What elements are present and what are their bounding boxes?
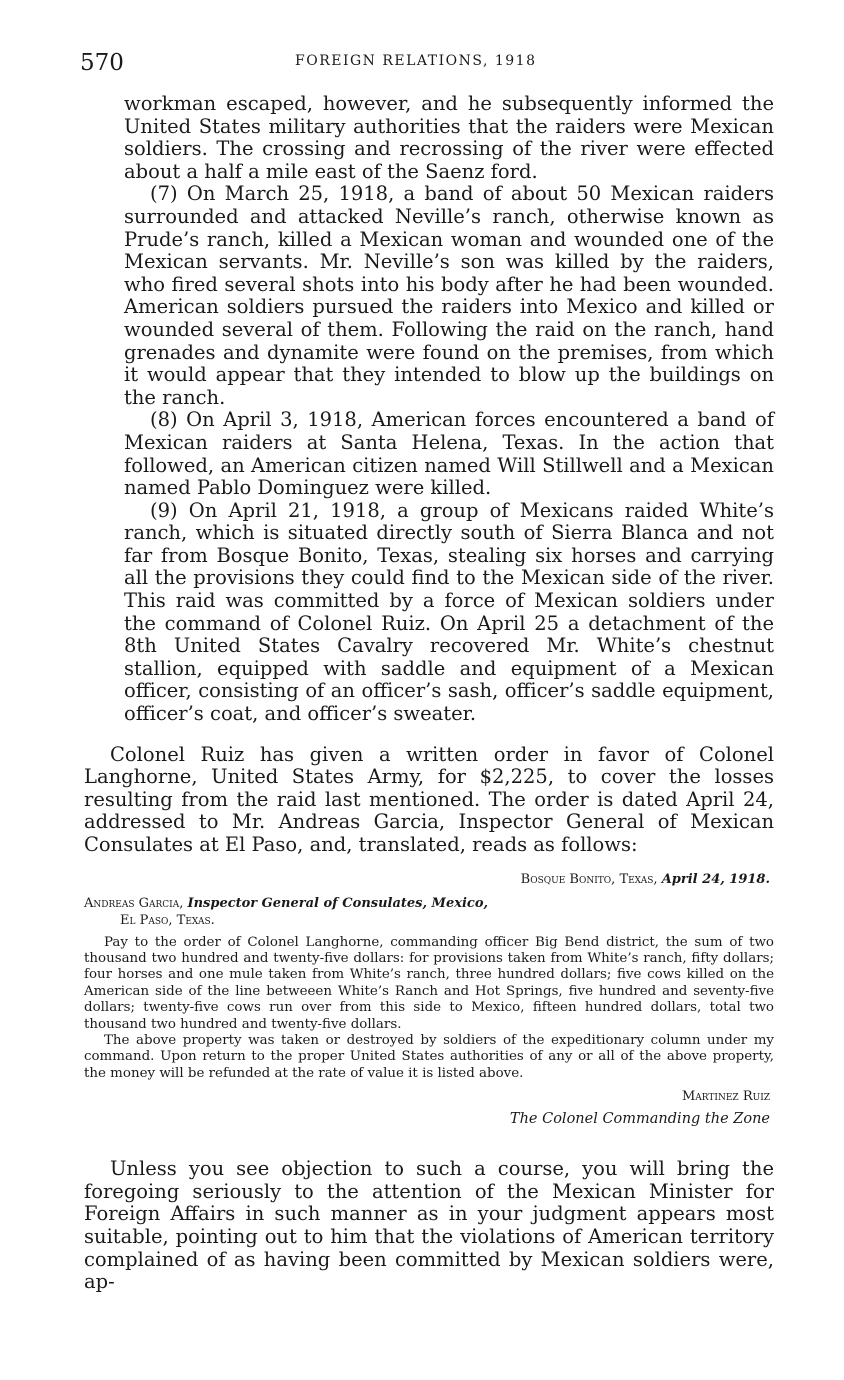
addressee-title: Inspector General of Consulates, Mexico, — [187, 895, 489, 911]
addressee-name: Andreas Garcia, — [84, 895, 184, 911]
letter-paragraph-2: The above property was taken or destroyed by soldiers of the expeditionary column under my command. Upon return to the proper United States authorities of any or all of the above property, the money will be refunded at the rate of value it is listed above. — [84, 1033, 774, 1081]
page-body — [0, 93, 844, 1294]
paragraph-item-8: (8) On April 3, 1918, American forces encountered a band of Mexican raiders at Santa Helena, Texas. In the action that followed, an American citizen named Will Stillwell and a Mexican named Pablo Dominguez were killed. — [124, 408, 774, 500]
signature-name: Martinez Ruiz — [682, 1089, 770, 1105]
letter-body — [84, 935, 774, 1083]
page-header — [80, 50, 780, 80]
letter-paragraph-1: Pay to the order of Colonel Langhorne, commanding officer Big Bend district, the sum of two thousand two hundred and twenty-five dollars: for provisions taken from White’s ranch, fifty dollars; four horses and one mule taken from White’s ranch, three hundred dollars; five cows killed on the American side of the line betweeen White’s Ranch and Hot Springs, five hundred and seventy-five dollars; twenty-five cows run over from this side to Mexico, fifteen hundred dollars, total two thousand two hundred and twenty-five dollars. — [84, 934, 774, 1032]
paragraph-continuation: workman escaped, however, and he subsequently informed the United States military authorities that the raiders were Mexican soldiers. The crossing and recrossing of the river were effected about a half a mile east of the Saenz ford. — [124, 92, 774, 183]
order-intro — [84, 744, 774, 857]
dateline-date: April 24, 1918. — [661, 871, 770, 887]
running-title: FOREIGN RELATIONS, 1918 — [295, 53, 537, 69]
paragraph-item-7: (7) On March 25, 1918, a band of about 50 Mexican raiders surrounded and attacked Neville’s ranch, otherwise known as Prude’s ranch, killed a Mexican woman and wounded one of the Mexican servants. Mr. Neville’s son was killed by the raiders, who fired several shots into his body after he had been wounded. American soldiers pursued the raiders into Mexico and killed or wounded several of them. Following the raid on the ranch, hand grenades and dynamite were found on the premises, from which it would appear that they intended to blow up the buildings on the ranch. — [124, 182, 774, 409]
letter-signature — [0, 1086, 770, 1130]
paragraph-order-intro: Colonel Ruiz has given a written order in favor of Colonel Langhorne, United States Army, for $2,225, to cover the losses resulting from the raid last mentioned. The order is dated April 24, addressed to Mr. Andreas Garcia, Inspector General of Mexican Consulates at El Paso, and, translated, reads as follows: — [84, 742, 774, 856]
letter-addressee — [84, 895, 774, 929]
numbered-incidents — [124, 93, 774, 726]
closing-section — [84, 1158, 774, 1294]
page-number: 570 — [80, 50, 124, 76]
paragraph-closing: Unless you see objection to such a course, you will bring the foregoing seriously to the attention of the Mexican Minister for Foreign Affairs in such manner as in your judgment appears most suitable, pointing out to him that the violations of American territory complained of as having been committed by Mexican soldiers were, ap- — [84, 1157, 774, 1294]
paragraph-item-9: (9) On April 21, 1918, a group of Mexicans raided White’s ranch, which is situated directly south of Sierra Blanca and not far from Bosque Bonito, Texas, stealing six horses and carrying all the provisions they could find to the Mexican side of the river. This raid was committed by a force of Mexican soldiers under the command of Colonel Ruiz. On April 25 a detachment of the 8th United States Cavalry recovered Mr. White’s chestnut stallion, equipped with saddle and equipment of a Mexican officer, consisting of an officer’s sash, officer’s saddle equipment, officer’s coat, and officer’s sweater. — [124, 498, 774, 726]
signature-title: The Colonel Commanding the Zone — [509, 1111, 770, 1128]
letter-dateline — [0, 871, 770, 889]
addressee-city: El Paso, Texas. — [120, 912, 215, 928]
dateline-place: Bosque Bonito, Texas, — [520, 871, 658, 887]
